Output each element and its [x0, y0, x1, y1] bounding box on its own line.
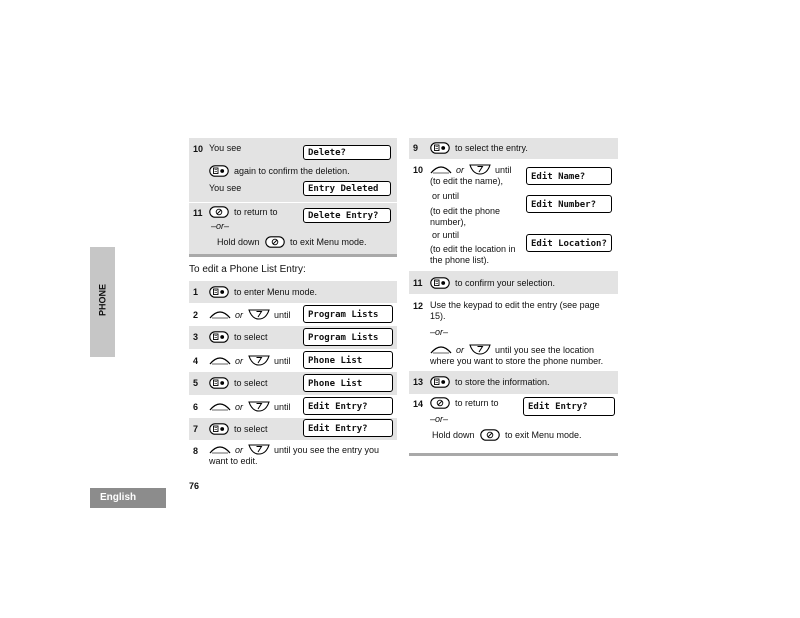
- language-tab: English: [90, 488, 166, 508]
- step-text: want to edit.: [209, 456, 258, 466]
- or-text: or: [456, 165, 465, 175]
- scroll-up-key-icon: [430, 343, 452, 355]
- step-text: to select: [234, 378, 268, 388]
- step-14-block: [409, 394, 618, 451]
- step-text: to store the information.: [455, 377, 550, 387]
- step-11-block: [189, 202, 397, 254]
- step-1-row: [189, 281, 397, 303]
- menu-key-icon: [209, 423, 229, 435]
- step-number: 8: [193, 446, 199, 456]
- scroll-down-key-icon: [469, 163, 491, 175]
- or-text: or: [235, 445, 244, 455]
- step-text: until: [274, 310, 291, 320]
- scroll-up-key-icon: [430, 163, 452, 175]
- step-text: until you see the location: [495, 345, 595, 355]
- lcd-display: Delete?: [303, 145, 391, 160]
- scroll-up-key-icon: [209, 443, 231, 455]
- lcd-display: Entry Deleted: [303, 181, 391, 196]
- exit-key-icon: [265, 236, 285, 248]
- lcd-display: Edit Name?: [526, 167, 612, 185]
- or-text: or: [235, 310, 244, 320]
- step-text: to exit Menu mode.: [505, 430, 582, 440]
- menu-key-icon: [209, 165, 229, 177]
- scroll-up-key-icon: [209, 354, 231, 366]
- scroll-down-key-icon: [248, 308, 270, 320]
- step-text: You see: [209, 183, 242, 193]
- scroll-up-key-icon: [209, 400, 231, 412]
- step-text: to exit Menu mode.: [290, 237, 367, 247]
- step-number: 5: [193, 378, 199, 388]
- menu-key-icon: [430, 277, 450, 289]
- scroll-down-key-icon: [469, 343, 491, 355]
- menu-key-icon: [209, 286, 229, 298]
- step-text: until: [495, 165, 512, 175]
- lcd-display: Program Lists: [303, 328, 393, 346]
- or-separator: –or–: [211, 221, 230, 231]
- step-text: Hold down: [432, 430, 475, 440]
- menu-key-icon: [209, 377, 229, 389]
- step-text: Use the keypad to edit the entry (see page: [430, 300, 600, 310]
- step-number: 11: [413, 278, 423, 288]
- step-number: 9: [413, 143, 419, 153]
- side-tab-label: PHONE: [97, 284, 108, 317]
- step-text: to select: [234, 424, 268, 434]
- step-text: to enter Menu mode.: [234, 287, 318, 297]
- or-separator: –or–: [430, 414, 449, 424]
- step-3-row: [189, 326, 397, 349]
- step-number: 10: [193, 144, 204, 154]
- step-text: the phone list).: [430, 255, 490, 265]
- step-8-row: [189, 440, 397, 468]
- scroll-down-key-icon: [248, 354, 270, 366]
- or-text: or: [235, 402, 244, 412]
- lcd-display: Edit Entry?: [523, 397, 615, 416]
- step-number: 3: [193, 332, 199, 342]
- step-text: to return to: [455, 398, 499, 408]
- right-column: [409, 138, 618, 458]
- step-text: to return to: [234, 207, 278, 217]
- step-text: again to confirm the deletion.: [234, 166, 350, 176]
- lcd-display: Edit Number?: [526, 195, 612, 213]
- or-separator: –or–: [430, 327, 449, 337]
- exit-key-icon: [430, 397, 450, 409]
- step-text: to select the entry.: [455, 143, 528, 153]
- section-rule: [409, 453, 618, 456]
- step-number: 10: [413, 165, 424, 175]
- scroll-up-key-icon: [209, 308, 231, 320]
- scroll-down-key-icon: [248, 400, 270, 412]
- step-text: Hold down: [217, 237, 260, 247]
- step-6-row: [189, 395, 397, 418]
- step-9-row: [409, 138, 618, 159]
- step-text: You see: [209, 143, 242, 153]
- step-text: or until: [432, 230, 460, 240]
- section-rule: [189, 254, 397, 257]
- step-text: until you see the entry you: [274, 445, 380, 455]
- step-number: 6: [193, 402, 199, 412]
- step-7-row: [189, 418, 397, 440]
- lcd-display: Phone List: [303, 374, 393, 392]
- step-10-block: [189, 138, 397, 202]
- step-number: 14: [413, 399, 424, 409]
- exit-key-icon: [209, 206, 229, 218]
- step-text: or until: [432, 191, 460, 201]
- step-number: 12: [413, 301, 424, 311]
- lcd-display: Program Lists: [303, 305, 393, 323]
- step-text: where you want to store the phone number.: [430, 356, 604, 366]
- scroll-down-key-icon: [248, 443, 270, 455]
- step-10-block: [409, 159, 618, 267]
- step-number: 13: [413, 377, 424, 387]
- section-heading: To edit a Phone List Entry:: [189, 264, 306, 275]
- lcd-display: Edit Location?: [526, 234, 612, 252]
- step-text: number),: [430, 217, 467, 227]
- step-number: 7: [193, 424, 199, 434]
- menu-key-icon: [430, 376, 450, 388]
- step-number: 1: [193, 287, 199, 297]
- step-2-row: [189, 303, 397, 326]
- left-column: [189, 138, 397, 468]
- lcd-display: Edit Entry?: [303, 397, 393, 415]
- step-text: to confirm your selection.: [455, 278, 556, 288]
- step-text: (to edit the location in: [430, 244, 516, 254]
- lcd-display: Edit Entry?: [303, 419, 393, 437]
- step-text: 15).: [430, 311, 446, 321]
- step-number: 2: [193, 310, 199, 320]
- side-section-tab: [90, 247, 115, 357]
- step-number: 11: [193, 208, 203, 218]
- lcd-display: Delete Entry?: [303, 208, 391, 223]
- step-number: 4: [193, 356, 199, 366]
- step-text: to select: [234, 332, 268, 342]
- step-5-row: [189, 372, 397, 395]
- step-text: until: [274, 402, 291, 412]
- step-11-row: [409, 271, 618, 294]
- step-text: until: [274, 356, 291, 366]
- menu-key-icon: [430, 142, 450, 154]
- exit-key-icon: [480, 429, 500, 441]
- step-text: (to edit the name),: [430, 176, 504, 186]
- step-13-row: [409, 371, 618, 394]
- menu-key-icon: [209, 331, 229, 343]
- lcd-display: Phone List: [303, 351, 393, 369]
- step-text: (to edit the phone: [430, 206, 501, 216]
- page-number: 76: [189, 481, 200, 491]
- step-4-row: [189, 349, 397, 372]
- step-12-block: [409, 294, 618, 371]
- or-text: or: [456, 345, 465, 355]
- or-text: or: [235, 356, 244, 366]
